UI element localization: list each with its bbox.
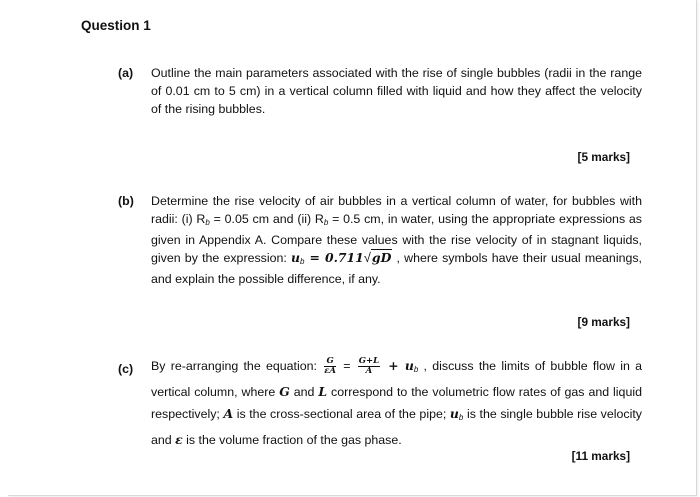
part-c-text-7: is the volume fraction of the gas phase. <box>182 433 402 447</box>
plus-ub: + u <box>382 358 414 373</box>
part-c-text-1: By re-arranging the equation: <box>151 359 323 373</box>
rb-subscript-2: b <box>323 217 329 227</box>
symbol-ub: u <box>449 406 459 421</box>
fraction2-denominator: A <box>365 366 373 377</box>
equals-sign: = <box>338 359 356 373</box>
part-b <box>120 193 642 289</box>
fraction-g-plus-l-over-a <box>358 357 380 376</box>
part-c-text-6: is the single bubble rise velocity and <box>151 407 642 447</box>
part-c-text <box>151 355 642 451</box>
part-c <box>120 355 642 451</box>
part-c-text-2: , discuss the limits of bubble flow in a vertical column, where <box>151 359 643 399</box>
fraction1-denominator: εA <box>324 366 337 377</box>
part-c-text-5: is the cross-sectional area of the pipe; <box>233 407 450 421</box>
plus-ub-subscript: b <box>413 365 419 374</box>
symbol-epsilon: ε <box>175 432 183 447</box>
part-c-text-3: and <box>289 385 319 399</box>
part-b-text-4: , where symbols have their usual meanings, and explain the possible difference, if any. <box>151 251 642 287</box>
part-c-text-4: correspond to the volumetric flow rates of gas and liquid respectively; <box>151 385 642 421</box>
part-c-marks: [11 marks] <box>571 449 630 463</box>
fraction-g-over-epsilon-a <box>324 357 336 376</box>
symbol-a: A <box>223 406 234 421</box>
part-c-tag: (c) <box>118 362 134 376</box>
part-b-text-2: = 0.05 cm and (ii) R <box>209 211 324 226</box>
part-b-tag: (b) <box>118 194 134 208</box>
symbol-ub-subscript: b <box>458 413 464 422</box>
coefficient: = 0.711 <box>304 250 364 266</box>
symbol-g: G <box>279 384 290 399</box>
ub-symbol: u <box>291 250 301 266</box>
sqrt-radicand: gD <box>371 250 392 266</box>
part-a-text: Outline the main parameters associated with the rise of single bubbles (radii in the range of 0.01 cm to 5 cm) in a vertical column filled with liquid and how they affect the velocity of the rising bubbles. <box>151 66 642 116</box>
fraction1-numerator: G <box>324 357 336 367</box>
part-b-marks: [9 marks] <box>577 315 630 329</box>
part-a <box>120 65 642 118</box>
part-b-text-3: = 0.5 cm, in water, using the appropriate expressions as given in Appendix A. Compare these values with the rise velocity of in stagnant liquids, given by the expression: <box>151 211 643 266</box>
part-b-text <box>151 193 642 289</box>
sqrt-expression: √gD <box>363 250 392 266</box>
part-a-tag: (a) <box>118 66 134 80</box>
rb-subscript-1: b <box>205 217 210 227</box>
question-title: Question 1 <box>81 18 151 33</box>
document-page <box>8 0 697 496</box>
part-b-text-1: Determine the rise velocity of air bubbles in a vertical column of water, for bubbles with radii: (i) R <box>151 194 642 226</box>
fraction2-numerator: G+L <box>358 356 380 367</box>
ub-subscript: b <box>300 257 305 267</box>
part-a-marks: [5 marks] <box>577 150 630 164</box>
symbol-l: L <box>318 384 328 399</box>
